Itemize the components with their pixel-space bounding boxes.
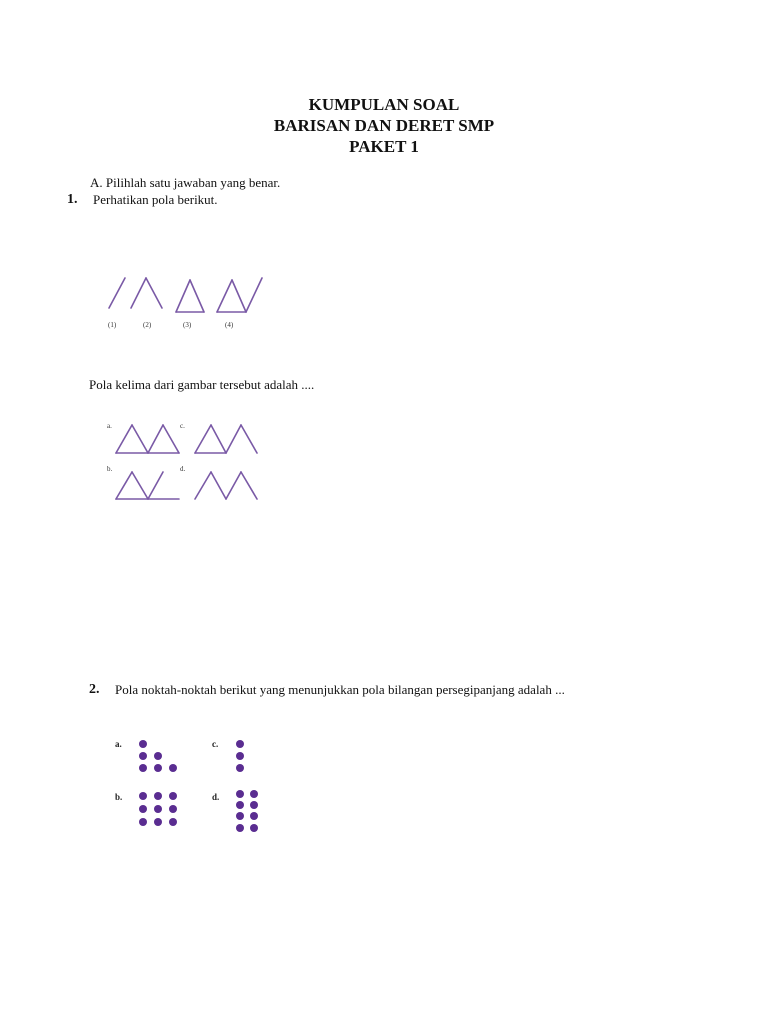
question-1-text: Perhatikan pola berikut. [93,192,218,207]
question-2-number: 2. [89,682,100,697]
doc-title-line2: BARISAN DAN DERET SMP [273,116,495,135]
q2-option-label-c: c. [212,739,219,749]
question-1-pattern-figure [100,270,270,335]
q2-option-label-b: b. [115,792,123,802]
pattern-label-1: (1) [108,321,117,329]
question-1-prompt: Pola kelima dari gambar tersebut adalah .... [89,377,315,392]
q2-option-label-a: a. [115,739,122,749]
question-2-dots-figure [112,735,272,835]
q1-option-label-c: c. [180,422,185,430]
q1-option-label-b: b. [107,465,113,473]
q2-option-label-d: d. [212,792,220,802]
q1-option-label-d: d. [180,465,186,473]
question-2-text: Pola noktah-noktah berikut yang menunjukkan pola bilangan persegipanjang adalah ... [115,682,565,697]
pattern-label-3: (3) [183,321,192,329]
pattern-label-4: (4) [225,321,234,329]
question-1-number: 1. [67,192,78,207]
question-1-options-figure [104,420,274,505]
doc-title-line1: KUMPULAN SOAL [308,95,460,114]
doc-title-line3: PAKET 1 [349,137,419,156]
q1-option-label-a: a. [107,422,112,430]
pattern-label-2: (2) [143,321,152,329]
section-instruction: A. Pilihlah satu jawaban yang benar. [90,175,281,190]
